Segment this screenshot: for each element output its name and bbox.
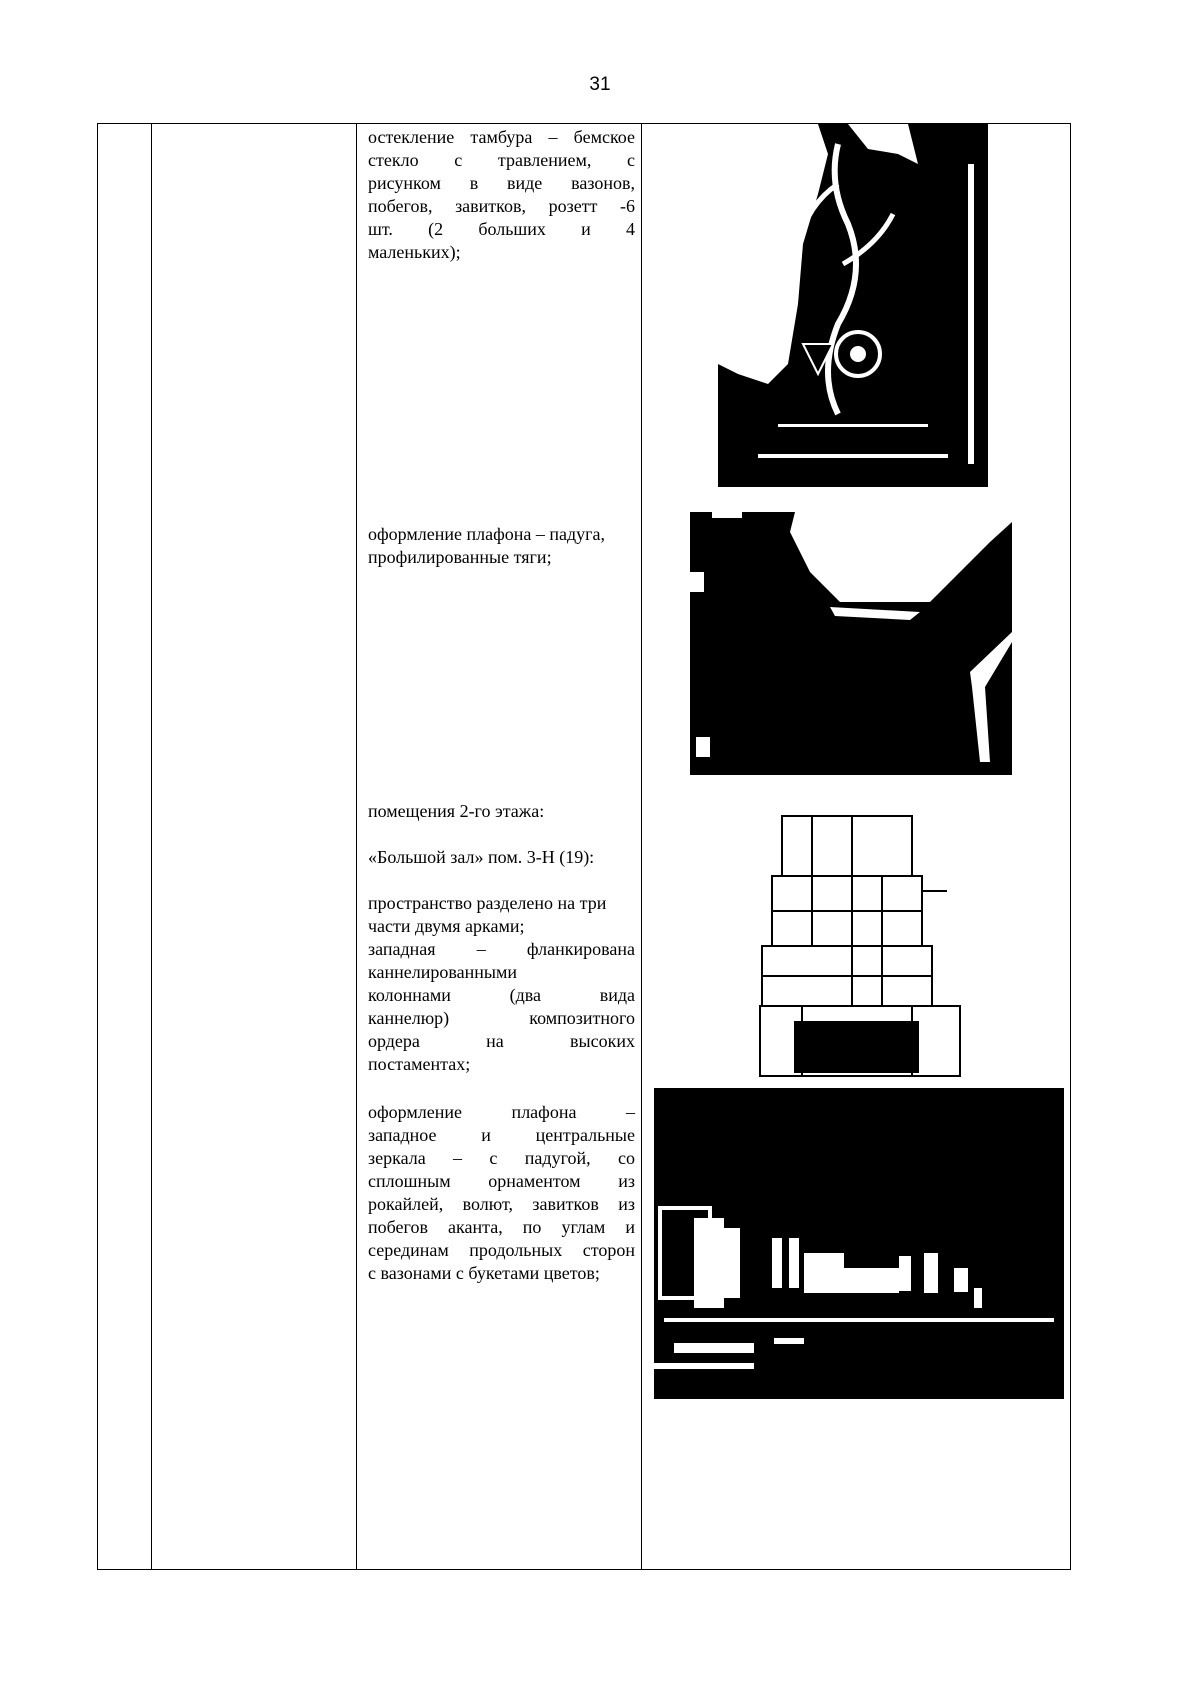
text-entry-ceiling-cove — [368, 523, 635, 569]
photo-floor-plan — [752, 806, 974, 1083]
ceiling-cove-scene — [690, 512, 1012, 775]
text-line: рокайлей, волют, завитков из — [368, 1194, 635, 1214]
text-line: зеркала – с падугой, со — [368, 1148, 635, 1168]
text-line: каннелюр) композитного — [368, 1008, 635, 1028]
text-line: сплошным орнаментом из — [368, 1171, 635, 1191]
photo-great-hall — [654, 1088, 1064, 1399]
text-line: остекление тамбура – бемское — [368, 127, 635, 147]
text-line: ордера на высоких — [368, 1031, 635, 1051]
great-hall-scene — [654, 1088, 1064, 1399]
text-line: побегов, завитков, розетт -6 — [368, 196, 635, 216]
text-entry-west-part — [368, 938, 635, 984]
photo-etched-glass — [718, 124, 988, 487]
floor-plan-drawing — [752, 806, 974, 1083]
text-line: каннелированными — [368, 962, 517, 982]
text-line: колоннами (два вида — [368, 985, 635, 1005]
text-entry-great-hall — [368, 846, 635, 869]
text-entry-columns — [368, 984, 635, 1076]
text-line: оформление плафона – падуга, — [368, 524, 606, 544]
column-divider-1 — [151, 124, 152, 1569]
text-line: оформление плафона – — [368, 1102, 635, 1122]
text-entry-space-division — [368, 892, 635, 938]
text-entry-ceiling-mirrors — [368, 1101, 635, 1285]
text-line: части двумя арками; — [368, 916, 525, 936]
text-entry-tambour-glazing — [368, 126, 635, 264]
column-divider-3 — [641, 124, 642, 1569]
text-line: шт. (2 больших и 4 — [368, 219, 635, 239]
column-divider-2 — [356, 124, 357, 1569]
text-line: помещения 2-го этажа: — [368, 801, 545, 821]
text-line: западная – фланкирована — [368, 939, 635, 959]
text-line: серединам продольных сторон — [368, 1240, 635, 1260]
text-line: маленьких); — [368, 242, 461, 262]
text-line: с вазонами с букетами цветов; — [368, 1263, 600, 1283]
text-entry-second-floor — [368, 800, 635, 823]
text-line: постаментах; — [368, 1054, 471, 1074]
text-line: стекло с травлением, с — [368, 150, 635, 170]
text-line: профилированные тяги; — [368, 547, 552, 567]
text-line: пространство разделено на три — [368, 893, 607, 913]
etched-glass-ornament — [718, 124, 988, 487]
text-line: западное и центральные — [368, 1125, 635, 1145]
page-number: 31 — [589, 74, 611, 95]
photo-ceiling-cove — [690, 512, 1012, 775]
text-line: побегов аканта, по углам и — [368, 1217, 635, 1237]
text-line: «Большой зал» пом. 3-Н (19): — [368, 847, 595, 867]
text-line: рисунком в виде вазонов, — [368, 173, 635, 193]
